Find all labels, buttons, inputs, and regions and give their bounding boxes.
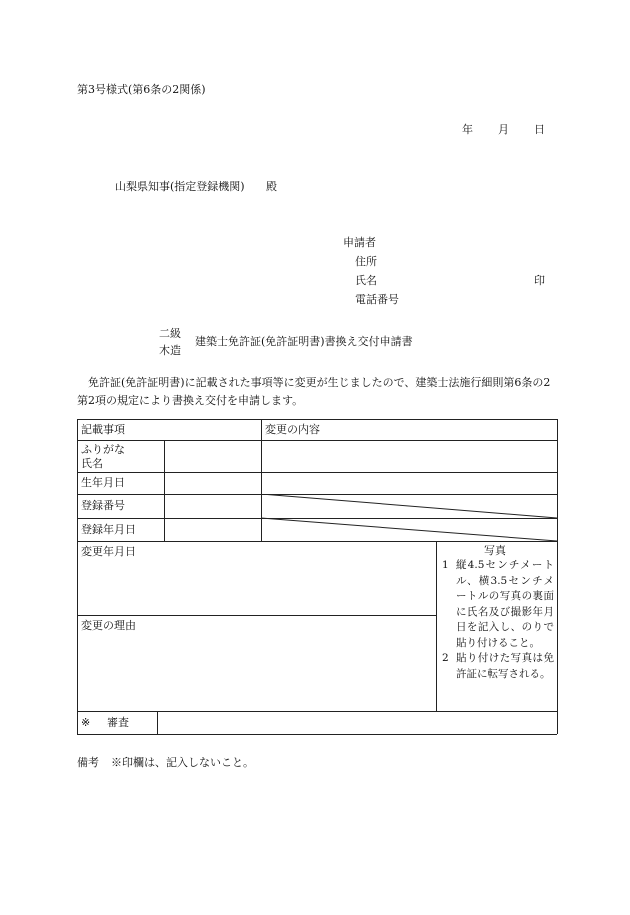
photo-note-1-text: 縦4.5センチメートル、横3.5センチメートルの写真の裏面に氏名及び撮影年月日を記入し、のりで貼り付けること。 bbox=[456, 559, 554, 649]
applicant-address-label: 住所 bbox=[355, 255, 377, 268]
applicant-heading: 申請者 bbox=[343, 236, 376, 249]
addressee-name: 山梨県知事(指定登録機関) bbox=[115, 180, 245, 193]
row-birth-label: 生年月日 bbox=[81, 476, 125, 489]
row-name-label: 氏名 bbox=[81, 457, 103, 470]
change-reason-label: 変更の理由 bbox=[81, 619, 136, 632]
photo-note-2 bbox=[442, 651, 554, 682]
photo-note-1-number: 1 bbox=[442, 559, 449, 571]
applicant-name-label: 氏名 bbox=[355, 274, 377, 287]
body-text bbox=[77, 374, 557, 410]
date-month-label: 月 bbox=[498, 123, 509, 136]
row-reg-number-label: 登録番号 bbox=[81, 499, 125, 512]
date-year-label: 年 bbox=[462, 123, 473, 136]
header-change: 変更の内容 bbox=[265, 423, 320, 436]
applicant-phone-label: 電話番号 bbox=[355, 293, 399, 306]
seal-label: 印 bbox=[534, 274, 545, 287]
body-text-content: 免許証(免許証明書)に記載された事項等に変更が生じましたので、建築士法施行細則第6条の2第2項の規定により書換え交付を申請します。 bbox=[77, 376, 551, 407]
photo-note-2-number: 2 bbox=[442, 652, 449, 664]
date-day-label: 日 bbox=[534, 123, 545, 136]
review-mark: ※ bbox=[81, 716, 91, 729]
form-number: 第3号様式(第6条の2関係) bbox=[77, 83, 206, 96]
title-grade-2: 木造 bbox=[159, 344, 181, 357]
review-label: 審査 bbox=[107, 716, 129, 729]
remarks-text: ※印欄は、記入しないこと。 bbox=[111, 756, 254, 769]
row-reg-date-label: 登録年月日 bbox=[81, 523, 136, 536]
photo-note-2-text: 貼り付けた写真は免許証に転写される。 bbox=[456, 652, 554, 680]
form-title: 建築士免許証(免許証明書)書換え交付申請書 bbox=[195, 335, 413, 348]
row-furigana-label: ふりがな bbox=[81, 443, 125, 456]
photo-title: 写真 bbox=[484, 544, 506, 557]
addressee-honorific: 殿 bbox=[266, 180, 277, 193]
strike-through-lines bbox=[261, 494, 557, 541]
header-item: 記載事項 bbox=[81, 423, 125, 436]
photo-notes bbox=[442, 558, 554, 682]
title-grade-1: 二級 bbox=[159, 327, 181, 340]
photo-note-1 bbox=[442, 558, 554, 651]
remarks-label: 備考 bbox=[77, 756, 99, 769]
change-date-label: 変更年月日 bbox=[81, 545, 136, 558]
